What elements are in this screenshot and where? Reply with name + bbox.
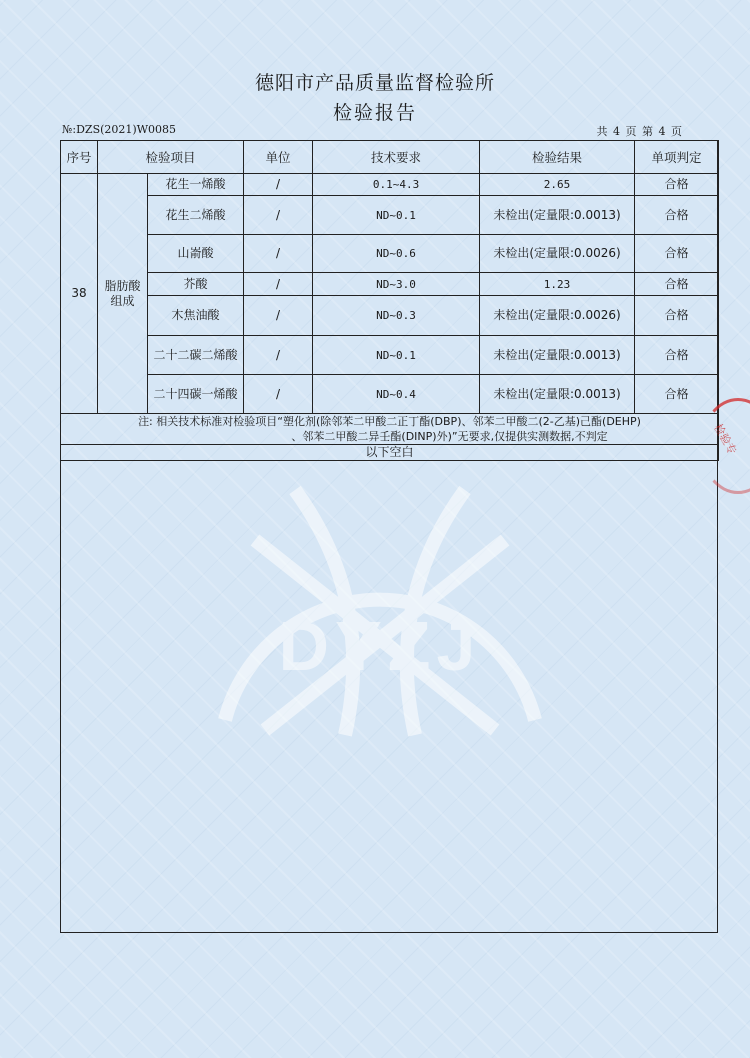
item-verdict: 合格 xyxy=(635,273,719,296)
item-result: 2.65 xyxy=(480,174,635,196)
item-unit: / xyxy=(244,174,313,196)
table-row xyxy=(61,273,719,296)
page-info: 共 4 页 第 4 页 xyxy=(596,125,682,138)
item-unit: / xyxy=(244,196,313,235)
col-header-result: 检验结果 xyxy=(480,141,635,174)
table-header-row xyxy=(61,141,719,174)
col-header-no: 序号 xyxy=(61,141,98,174)
report-title: 检验报告 xyxy=(332,102,417,124)
item-result: 未检出(定量限:0.0026) xyxy=(480,296,635,336)
col-header-item: 检验项目 xyxy=(98,141,244,174)
item-name: 木焦油酸 xyxy=(148,296,244,336)
note-line-2: 、邻苯二甲酸二异壬酯(DINP)外)”无要求,仅提供实测数据,不判定 xyxy=(291,430,608,443)
note-cell xyxy=(61,414,719,445)
table-row xyxy=(61,235,719,273)
col-header-requirement: 技术要求 xyxy=(313,141,480,174)
item-requirement: ND~0.3 xyxy=(313,296,480,336)
item-name: 花生二烯酸 xyxy=(148,196,244,235)
item-requirement: ND~0.6 xyxy=(313,235,480,273)
item-result: 未检出(定量限:0.0026) xyxy=(480,235,635,273)
item-name: 二十四碳一烯酸 xyxy=(148,375,244,414)
table-row xyxy=(61,196,719,235)
item-result: 未检出(定量限:0.0013) xyxy=(480,336,635,375)
item-verdict: 合格 xyxy=(635,336,719,375)
stamp-text: 检验专 xyxy=(711,421,739,457)
item-requirement: ND~3.0 xyxy=(313,273,480,296)
item-verdict: 合格 xyxy=(635,196,719,235)
item-name: 山嵛酸 xyxy=(148,235,244,273)
table-row xyxy=(61,375,719,414)
item-unit: / xyxy=(244,235,313,273)
item-verdict: 合格 xyxy=(635,296,719,336)
item-unit: / xyxy=(244,336,313,375)
document-number: №:DZS(2021)W0085 xyxy=(62,123,176,136)
item-name: 芥酸 xyxy=(148,273,244,296)
table-row xyxy=(61,174,719,196)
item-unit: / xyxy=(244,296,313,336)
blank-label: 以下空白 xyxy=(61,445,719,461)
col-header-unit: 单位 xyxy=(244,141,313,174)
inspection-table xyxy=(60,140,719,461)
item-name: 二十二碳二烯酸 xyxy=(148,336,244,375)
table-row xyxy=(61,296,719,336)
item-requirement: ND~0.4 xyxy=(313,375,480,414)
item-verdict: 合格 xyxy=(635,235,719,273)
blank-row xyxy=(61,445,719,461)
table-row xyxy=(61,336,719,375)
institute-title: 德阳市产品质量监督检验所 xyxy=(254,72,495,94)
group-name: 脂肪酸组成 xyxy=(98,174,148,414)
note-line-1: 注: 相关技术标准对检验项目“塑化剂(除邻苯二甲酸二正丁酯(DBP)、邻苯二甲酸二(2-乙基)己酯(DEHP) xyxy=(138,415,641,428)
item-result: 1.23 xyxy=(480,273,635,296)
item-result: 未检出(定量限:0.0013) xyxy=(480,196,635,235)
item-name: 花生一烯酸 xyxy=(148,174,244,196)
item-verdict: 合格 xyxy=(635,375,719,414)
item-unit: / xyxy=(244,375,313,414)
note-row xyxy=(61,414,719,445)
item-requirement: ND~0.1 xyxy=(313,336,480,375)
item-unit: / xyxy=(244,273,313,296)
item-requirement: ND~0.1 xyxy=(313,196,480,235)
col-header-verdict: 单项判定 xyxy=(635,141,719,174)
group-number: 38 xyxy=(61,174,98,414)
item-requirement: 0.1~4.3 xyxy=(313,174,480,196)
watermark-text: DYZJ xyxy=(278,607,482,685)
item-verdict: 合格 xyxy=(635,174,719,196)
item-result: 未检出(定量限:0.0013) xyxy=(480,375,635,414)
